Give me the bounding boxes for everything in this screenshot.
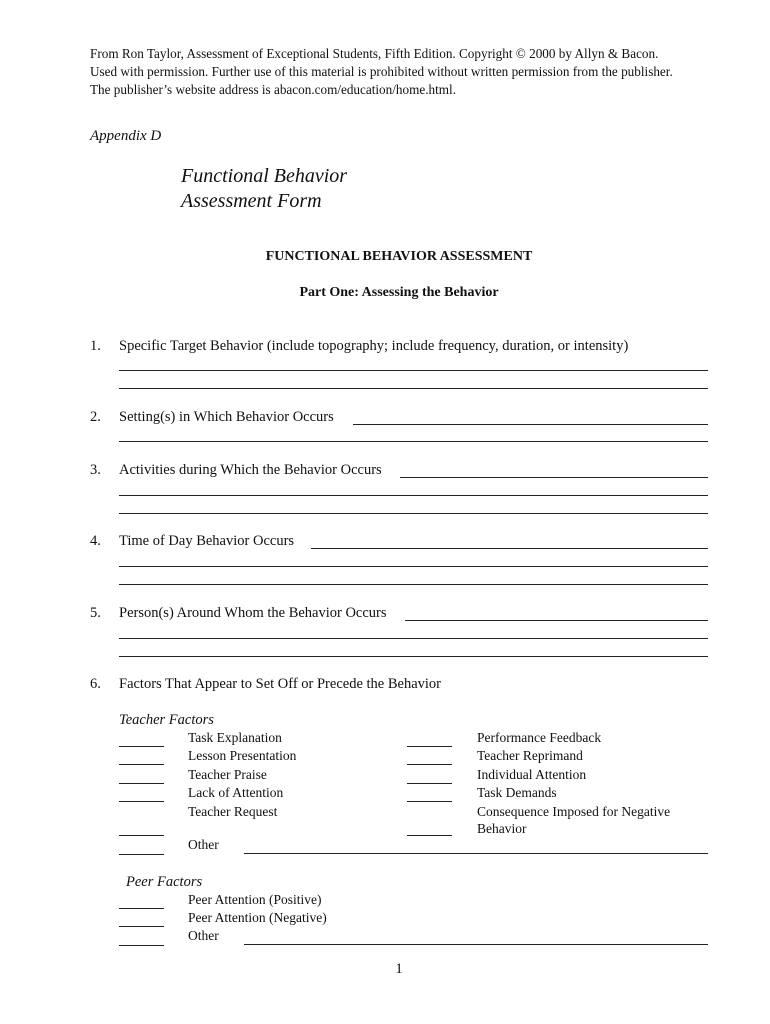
- factor-item: Consequence Imposed for Negative: [477, 804, 671, 819]
- factor-item: Behavior: [477, 821, 527, 836]
- checkbox-blank[interactable]: [407, 764, 452, 765]
- appendix-label: Appendix D: [90, 128, 162, 144]
- factor-item: Teacher Reprimand: [477, 748, 583, 763]
- checkbox-blank[interactable]: [119, 945, 164, 946]
- question-text: Specific Target Behavior (include topography; include frequency, duration, or intensity): [119, 338, 629, 354]
- question-text: Time of Day Behavior Occurs: [119, 533, 295, 549]
- question-number: 3.: [90, 462, 101, 478]
- form-title-line: Functional Behavior: [181, 165, 348, 187]
- other-line[interactable]: [244, 853, 708, 854]
- checkbox-blank[interactable]: [407, 783, 452, 784]
- other-line[interactable]: [244, 944, 708, 945]
- question-text: Activities during Which the Behavior Occurs: [119, 462, 382, 478]
- answer-line[interactable]: [353, 424, 708, 425]
- answer-line[interactable]: [119, 638, 708, 639]
- answer-line[interactable]: [119, 513, 708, 514]
- question-text: Setting(s) in Which Behavior Occurs: [119, 409, 334, 425]
- factor-item: Individual Attention: [477, 767, 587, 782]
- answer-line[interactable]: [119, 495, 708, 496]
- answer-line[interactable]: [119, 656, 708, 657]
- answer-line[interactable]: [119, 584, 708, 585]
- page-number: 1: [395, 961, 403, 977]
- factor-item: Other: [188, 837, 219, 852]
- question-number: 1.: [90, 338, 101, 354]
- answer-line[interactable]: [311, 548, 708, 549]
- factor-item: Performance Feedback: [477, 730, 602, 745]
- form-title: [181, 164, 347, 214]
- copyright-line: Used with permission. Further use of this material is prohibited without written permission from the publisher.: [90, 64, 673, 79]
- checkbox-blank[interactable]: [119, 854, 164, 855]
- checkbox-blank[interactable]: [119, 764, 164, 765]
- checkbox-blank[interactable]: [119, 926, 164, 927]
- copyright-line: The publisher’s website address is abacon.com/education/home.html.: [90, 82, 456, 97]
- checkbox-blank[interactable]: [119, 783, 164, 784]
- checkbox-blank[interactable]: [119, 801, 164, 802]
- answer-line[interactable]: [119, 441, 708, 442]
- copyright-notice: [90, 45, 730, 99]
- factor-item: Teacher Praise: [188, 767, 267, 782]
- factor-item: Task Demands: [477, 785, 557, 800]
- answer-line[interactable]: [119, 370, 708, 371]
- checkbox-blank[interactable]: [407, 835, 452, 836]
- question-text: Factors That Appear to Set Off or Precede the Behavior: [119, 676, 441, 692]
- factor-item: Lack of Attention: [188, 785, 284, 800]
- answer-line[interactable]: [405, 620, 708, 621]
- answer-line[interactable]: [119, 566, 708, 567]
- factor-item: Peer Attention (Negative): [188, 910, 327, 925]
- answer-line[interactable]: [119, 388, 708, 389]
- part-heading: Part One: Assessing the Behavior: [299, 285, 499, 300]
- checkbox-blank[interactable]: [119, 908, 164, 909]
- checkbox-blank[interactable]: [407, 746, 452, 747]
- question-number: 4.: [90, 533, 101, 549]
- teacher-factors-label: Teacher Factors: [119, 712, 214, 728]
- peer-factors-label: Peer Factors: [126, 874, 203, 890]
- factor-item: Other: [188, 928, 219, 943]
- checkbox-blank[interactable]: [407, 801, 452, 802]
- answer-line[interactable]: [400, 477, 708, 478]
- factor-item: Task Explanation: [188, 730, 282, 745]
- question-number: 6.: [90, 676, 101, 692]
- form-title-line: Assessment Form: [181, 190, 322, 212]
- checkbox-blank[interactable]: [119, 835, 164, 836]
- page-heading: FUNCTIONAL BEHAVIOR ASSESSMENT: [265, 249, 533, 264]
- factor-item: Peer Attention (Positive): [188, 892, 322, 907]
- factor-item: Teacher Request: [188, 804, 278, 819]
- question-number: 5.: [90, 605, 101, 621]
- checkbox-blank[interactable]: [119, 746, 164, 747]
- question-text: Person(s) Around Whom the Behavior Occurs: [119, 605, 387, 621]
- factor-item: Lesson Presentation: [188, 748, 297, 763]
- copyright-line: From Ron Taylor, Assessment of Exceptional Students, Fifth Edition. Copyright © 2000 by Allyn & Bacon.: [90, 46, 659, 61]
- question-number: 2.: [90, 409, 101, 425]
